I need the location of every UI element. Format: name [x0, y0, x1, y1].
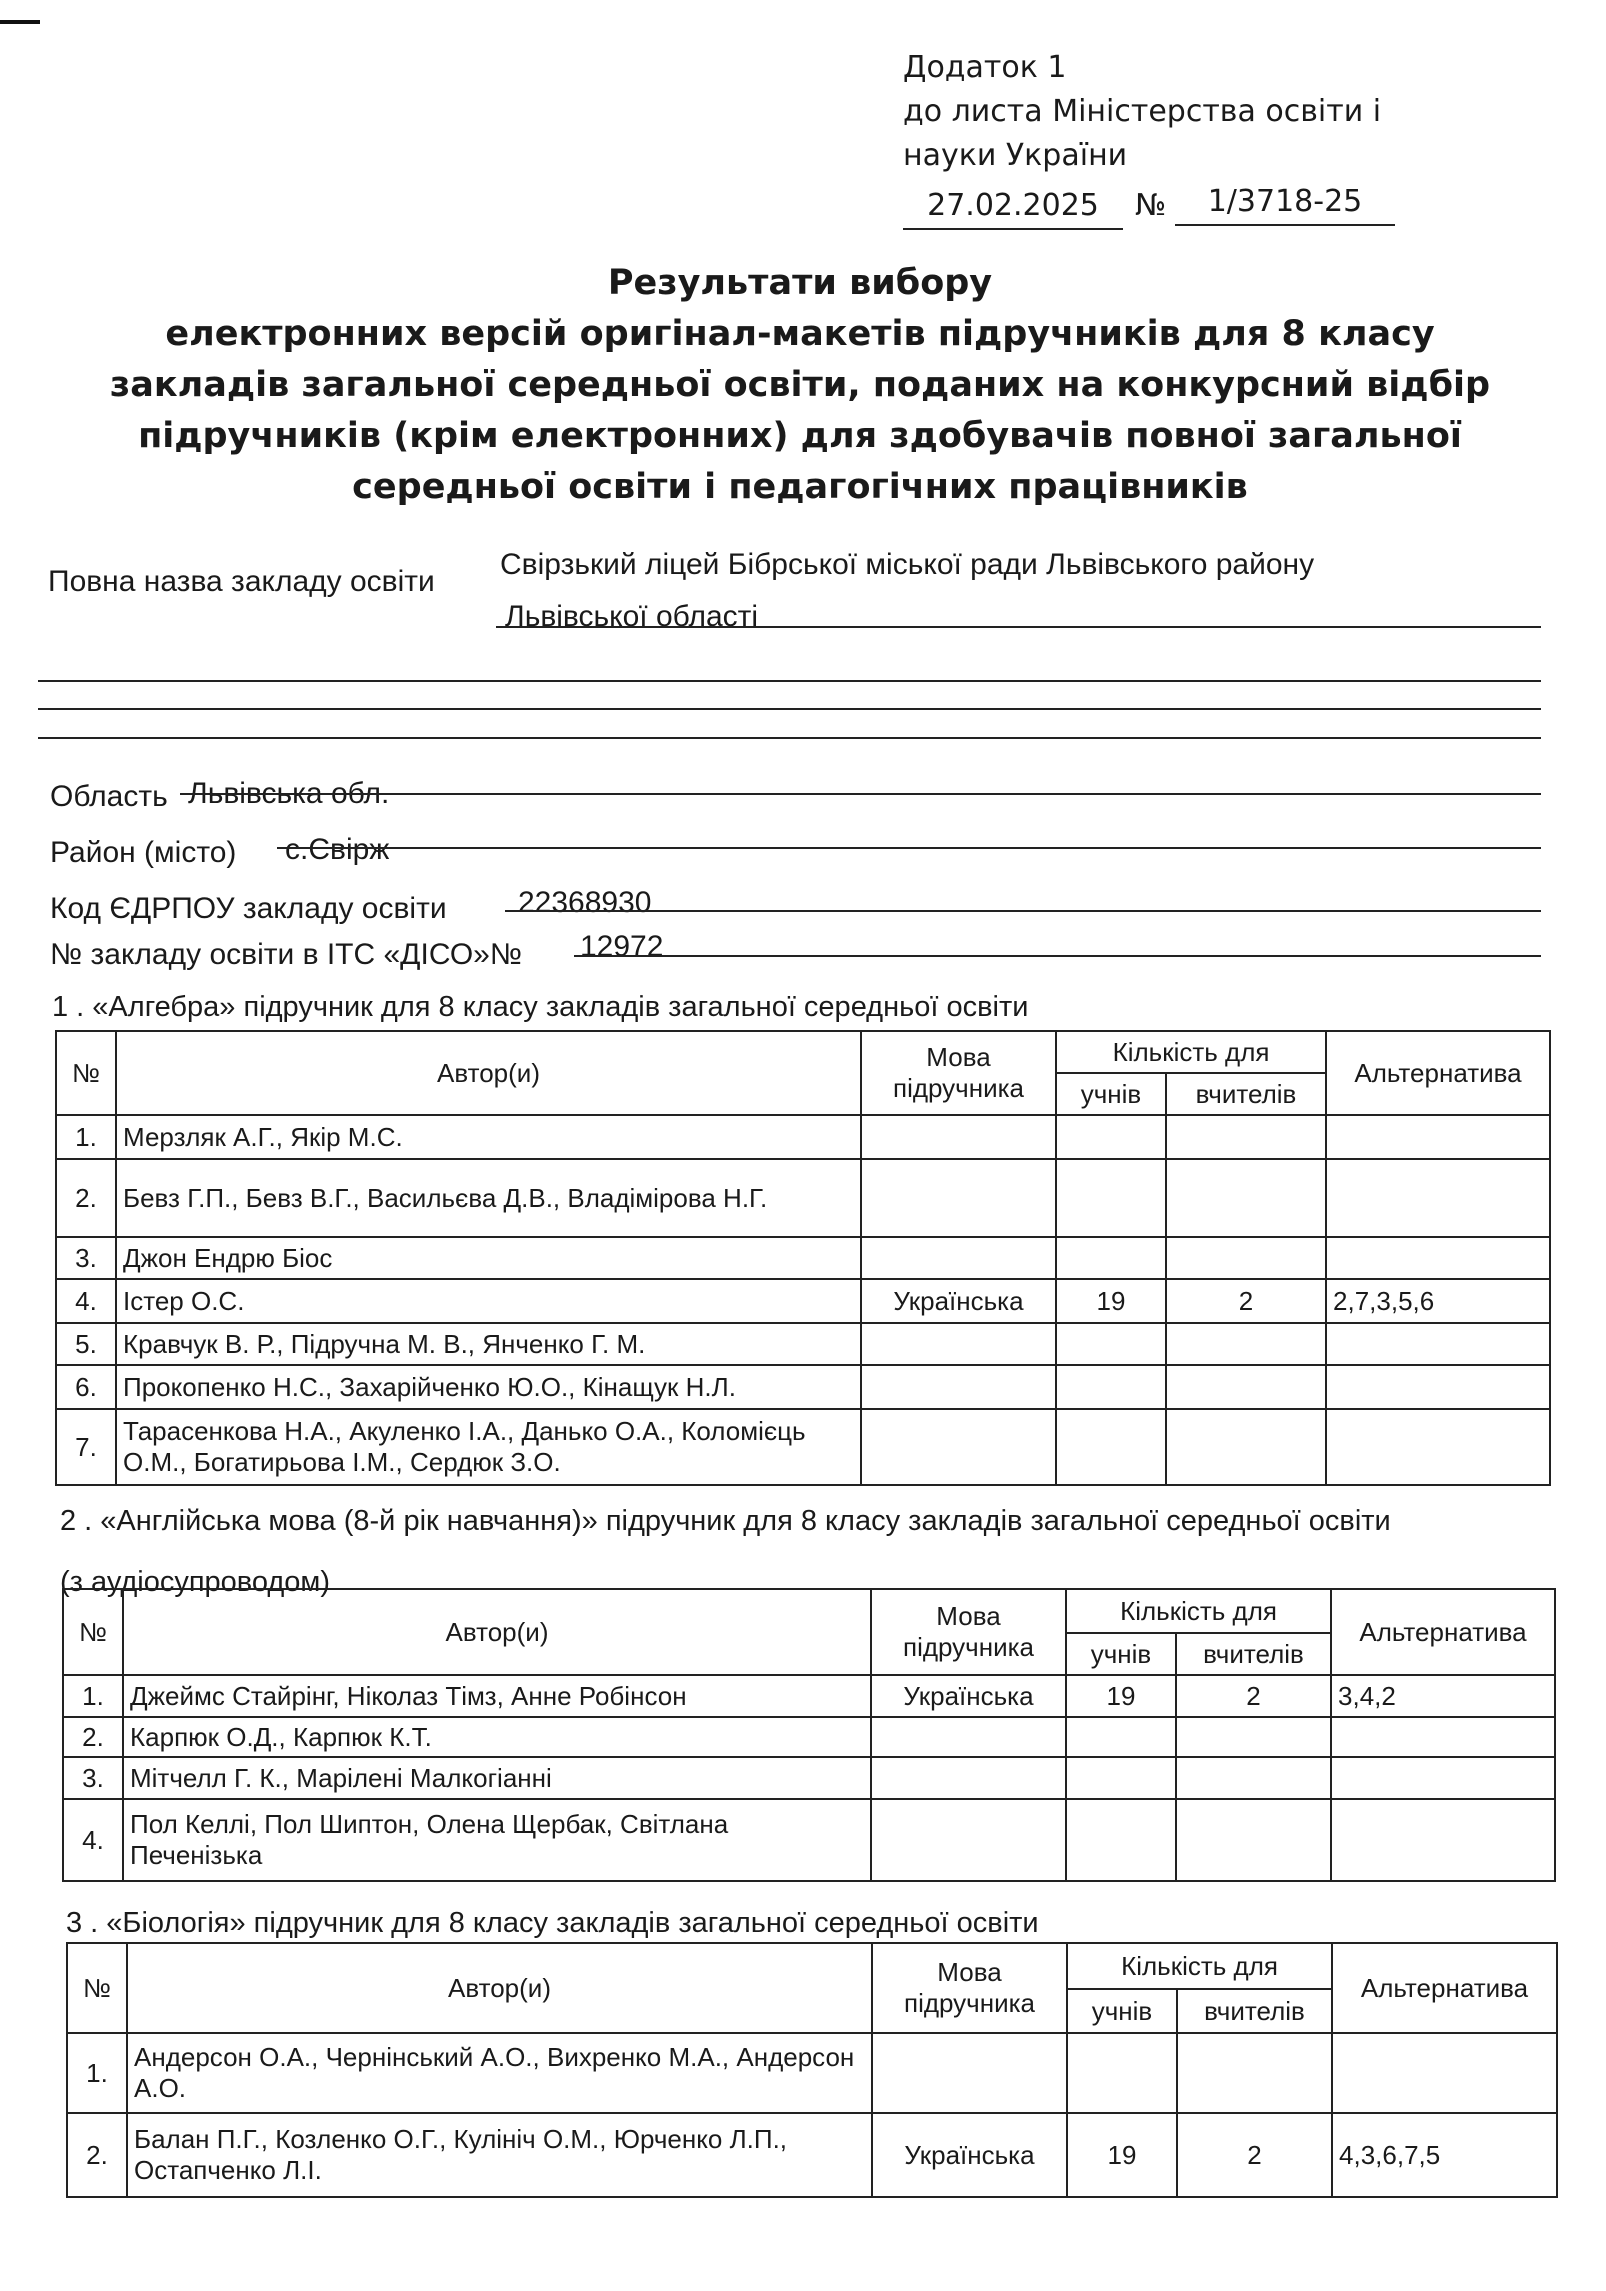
- row-authors: Тарасенкова Н.А., Акуленко І.А., Данько О.А., Коломієць О.М., Богатирьова І.М., Сердюк З.О.: [116, 1409, 861, 1485]
- header-students: учнів: [1067, 1989, 1177, 2033]
- header-num: №: [63, 1589, 123, 1675]
- row-authors: Прокопенко Н.С., Захарійченко Ю.О., Кінащук Н.Л.: [116, 1365, 861, 1409]
- row-num: 3.: [56, 1237, 116, 1279]
- row-alternative: [1331, 1799, 1555, 1881]
- table-row: [56, 1323, 1550, 1365]
- header-num: №: [67, 1943, 127, 2033]
- header-teachers: вчителів: [1166, 1073, 1326, 1115]
- row-students: [1066, 1757, 1176, 1799]
- region-underline: [180, 793, 1541, 795]
- row-num: 5.: [56, 1323, 116, 1365]
- row-alternative: 3,4,2: [1331, 1675, 1555, 1717]
- row-teachers: [1166, 1159, 1326, 1237]
- row-teachers: [1176, 1717, 1331, 1757]
- district-label: Район (місто): [50, 836, 237, 869]
- school-name-line1: Свірзький ліцей Бібрської міської ради Львівського району: [500, 548, 1315, 581]
- addendum-date: 27.02.2025: [903, 184, 1123, 230]
- row-teachers: [1166, 1409, 1326, 1485]
- header-language: Мова підручника: [872, 1943, 1067, 2033]
- itc-underline: [574, 955, 1541, 957]
- title-line1: Результати вибору: [607, 263, 993, 303]
- title-line4: підручників (крім електронних) для здобувачів повної загальної: [138, 416, 1462, 456]
- region-label: Область: [50, 780, 168, 813]
- row-teachers: [1166, 1115, 1326, 1159]
- school-name-line2: Львівської області: [505, 600, 759, 633]
- header-count-for: Кількість для: [1056, 1031, 1326, 1073]
- row-students: [1056, 1237, 1166, 1279]
- row-num: 1.: [63, 1675, 123, 1717]
- row-num: 4.: [63, 1799, 123, 1881]
- row-students: [1056, 1159, 1166, 1237]
- table-row: [56, 1365, 1550, 1409]
- row-students: [1056, 1409, 1166, 1485]
- table-row: [56, 1409, 1550, 1485]
- row-students: [1056, 1365, 1166, 1409]
- row-alternative: [1326, 1409, 1550, 1485]
- row-language: [871, 1717, 1066, 1757]
- row-teachers: 2: [1166, 1279, 1326, 1323]
- row-language: [861, 1237, 1056, 1279]
- table-row: [63, 1717, 1555, 1757]
- row-students: 19: [1066, 1675, 1176, 1717]
- row-language: Українська: [861, 1279, 1056, 1323]
- header-alternative: Альтернатива: [1326, 1031, 1550, 1115]
- addendum-number: 1/3718-25: [1175, 180, 1395, 226]
- header-students: учнів: [1056, 1073, 1166, 1115]
- row-students: [1056, 1323, 1166, 1365]
- header-authors: Автор(и): [127, 1943, 872, 2033]
- blank-line-1: [38, 680, 1541, 682]
- row-alternative: 2,7,3,5,6: [1326, 1279, 1550, 1323]
- header-language: Мова підручника: [871, 1589, 1066, 1675]
- row-alternative: [1326, 1159, 1550, 1237]
- row-teachers: [1177, 2033, 1332, 2113]
- row-students: 19: [1067, 2113, 1177, 2197]
- school-name-underline: [496, 626, 1541, 628]
- district-value: с.Свірж: [285, 833, 390, 866]
- edrpou-underline: [505, 910, 1541, 912]
- edrpou-label: Код ЄДРПОУ закладу освіти: [50, 892, 447, 925]
- row-num: 7.: [56, 1409, 116, 1485]
- row-language: [871, 1799, 1066, 1881]
- row-teachers: 2: [1176, 1675, 1331, 1717]
- row-alternative: [1331, 1717, 1555, 1757]
- row-authors: Джеймс Стайрінг, Ніколаз Тімз, Анне Робінсон: [123, 1675, 871, 1717]
- addendum-number-sign: №: [1135, 188, 1167, 223]
- row-authors: Істер О.С.: [116, 1279, 861, 1323]
- blank-line-3: [38, 737, 1541, 739]
- title-line5: середньої освіти і педагогічних працівників: [352, 467, 1248, 507]
- row-authors: Пол Келлі, Пол Шиптон, Олена Щербак, Світлана Печенізька: [123, 1799, 871, 1881]
- section-2-table: [62, 1588, 1556, 1882]
- header-count-for: Кількість для: [1066, 1589, 1331, 1633]
- addendum-line1: Додаток 1: [903, 50, 1067, 85]
- header-num: №: [56, 1031, 116, 1115]
- table-row: [63, 1799, 1555, 1881]
- row-students: [1067, 2033, 1177, 2113]
- row-authors: Балан П.Г., Козленко О.Г., Кулініч О.М., Юрченко Л.П., Остапченко Л.І.: [127, 2113, 872, 2197]
- row-language: [861, 1159, 1056, 1237]
- table-row: [67, 2033, 1557, 2113]
- row-authors: Кравчук В. Р., Підручна М. В., Янченко Г. М.: [116, 1323, 861, 1365]
- row-num: 3.: [63, 1757, 123, 1799]
- row-authors: Андерсон О.А., Чернінський А.О., Вихренко М.А., Андерсон А.О.: [127, 2033, 872, 2113]
- section-1-table: [55, 1030, 1551, 1486]
- row-alternative: [1326, 1323, 1550, 1365]
- blank-line-2: [38, 708, 1541, 710]
- header-teachers: вчителів: [1176, 1633, 1331, 1675]
- row-alternative: [1331, 1757, 1555, 1799]
- addendum-line2: до листа Міністерства освіти і: [903, 94, 1382, 129]
- table-row: [63, 1675, 1555, 1717]
- section-2-title-line1: 2 . «Англійська мова (8-й рік навчання)» підручник для 8 класу закладів загальної середньої освіти: [60, 1505, 1391, 1537]
- row-authors: Бевз Г.П., Бевз В.Г., Васильєва Д.В., Владімірова Н.Г.: [116, 1159, 861, 1237]
- row-language: Українська: [872, 2113, 1067, 2197]
- row-alternative: 4,3,6,7,5: [1332, 2113, 1557, 2197]
- row-language: Українська: [871, 1675, 1066, 1717]
- section-3-table: [66, 1942, 1558, 2198]
- row-authors: Мітчелл Г. К., Марілені Малкогіанні: [123, 1757, 871, 1799]
- section-1-title: 1 . «Алгебра» підручник для 8 класу закладів загальної середньої освіти: [52, 991, 1029, 1023]
- table-row: [67, 2113, 1557, 2197]
- row-num: 2.: [56, 1159, 116, 1237]
- row-authors: Карпюк О.Д., Карпюк К.Т.: [123, 1717, 871, 1757]
- header-language: Мова підручника: [861, 1031, 1056, 1115]
- row-alternative: [1326, 1237, 1550, 1279]
- header-authors: Автор(и): [116, 1031, 861, 1115]
- row-alternative: [1332, 2033, 1557, 2113]
- document-title: [80, 258, 1520, 513]
- row-language: [872, 2033, 1067, 2113]
- scan-mark: [0, 20, 40, 24]
- header-alternative: Альтернатива: [1332, 1943, 1557, 2033]
- title-line2: електронних версій оригінал-макетів підручників для 8 класу: [165, 314, 1435, 354]
- itc-label: № закладу освіти в ІТС «ДІСО»№: [50, 938, 523, 971]
- row-num: 2.: [63, 1717, 123, 1757]
- row-language: [861, 1323, 1056, 1365]
- row-num: 4.: [56, 1279, 116, 1323]
- row-language: [861, 1115, 1056, 1159]
- table-row: [56, 1237, 1550, 1279]
- title-line3: закладів загальної середньої освіти, поданих на конкурсний відбір: [109, 365, 1491, 405]
- row-alternative: [1326, 1115, 1550, 1159]
- header-teachers: вчителів: [1177, 1989, 1332, 2033]
- row-teachers: [1166, 1323, 1326, 1365]
- row-num: 1.: [67, 2033, 127, 2113]
- section-2-title-line2: (з аудіосупроводом): [60, 1566, 331, 1598]
- row-num: 6.: [56, 1365, 116, 1409]
- row-students: [1066, 1717, 1176, 1757]
- header-count-for: Кількість для: [1067, 1943, 1332, 1989]
- addendum-line3: науки України: [903, 138, 1128, 173]
- row-num: 1.: [56, 1115, 116, 1159]
- section-3-title: 3 . «Біологія» підручник для 8 класу закладів загальної середньої освіти: [66, 1907, 1039, 1939]
- header-students: учнів: [1066, 1633, 1176, 1675]
- row-teachers: [1176, 1799, 1331, 1881]
- table-row: [63, 1757, 1555, 1799]
- edrpou-value: 22368930: [518, 886, 652, 919]
- header-authors: Автор(и): [123, 1589, 871, 1675]
- row-students: 19: [1056, 1279, 1166, 1323]
- row-authors: Джон Ендрю Біос: [116, 1237, 861, 1279]
- region-value: Львівська обл.: [188, 777, 390, 810]
- row-teachers: [1166, 1365, 1326, 1409]
- row-language: [861, 1365, 1056, 1409]
- table-row: [56, 1115, 1550, 1159]
- row-teachers: 2: [1177, 2113, 1332, 2197]
- addendum-block: [903, 46, 1423, 228]
- row-num: 2.: [67, 2113, 127, 2197]
- table-row: [56, 1159, 1550, 1237]
- row-teachers: [1166, 1237, 1326, 1279]
- row-teachers: [1176, 1757, 1331, 1799]
- table-row: [56, 1279, 1550, 1323]
- row-students: [1066, 1799, 1176, 1881]
- row-language: [871, 1757, 1066, 1799]
- row-authors: Мерзляк А.Г., Якір М.С.: [116, 1115, 861, 1159]
- itc-value: 12972: [580, 930, 664, 963]
- row-alternative: [1326, 1365, 1550, 1409]
- header-alternative: Альтернатива: [1331, 1589, 1555, 1675]
- row-language: [861, 1409, 1056, 1485]
- district-underline: [277, 847, 1541, 849]
- school-name-label: Повна назва закладу освіти: [48, 565, 435, 598]
- row-students: [1056, 1115, 1166, 1159]
